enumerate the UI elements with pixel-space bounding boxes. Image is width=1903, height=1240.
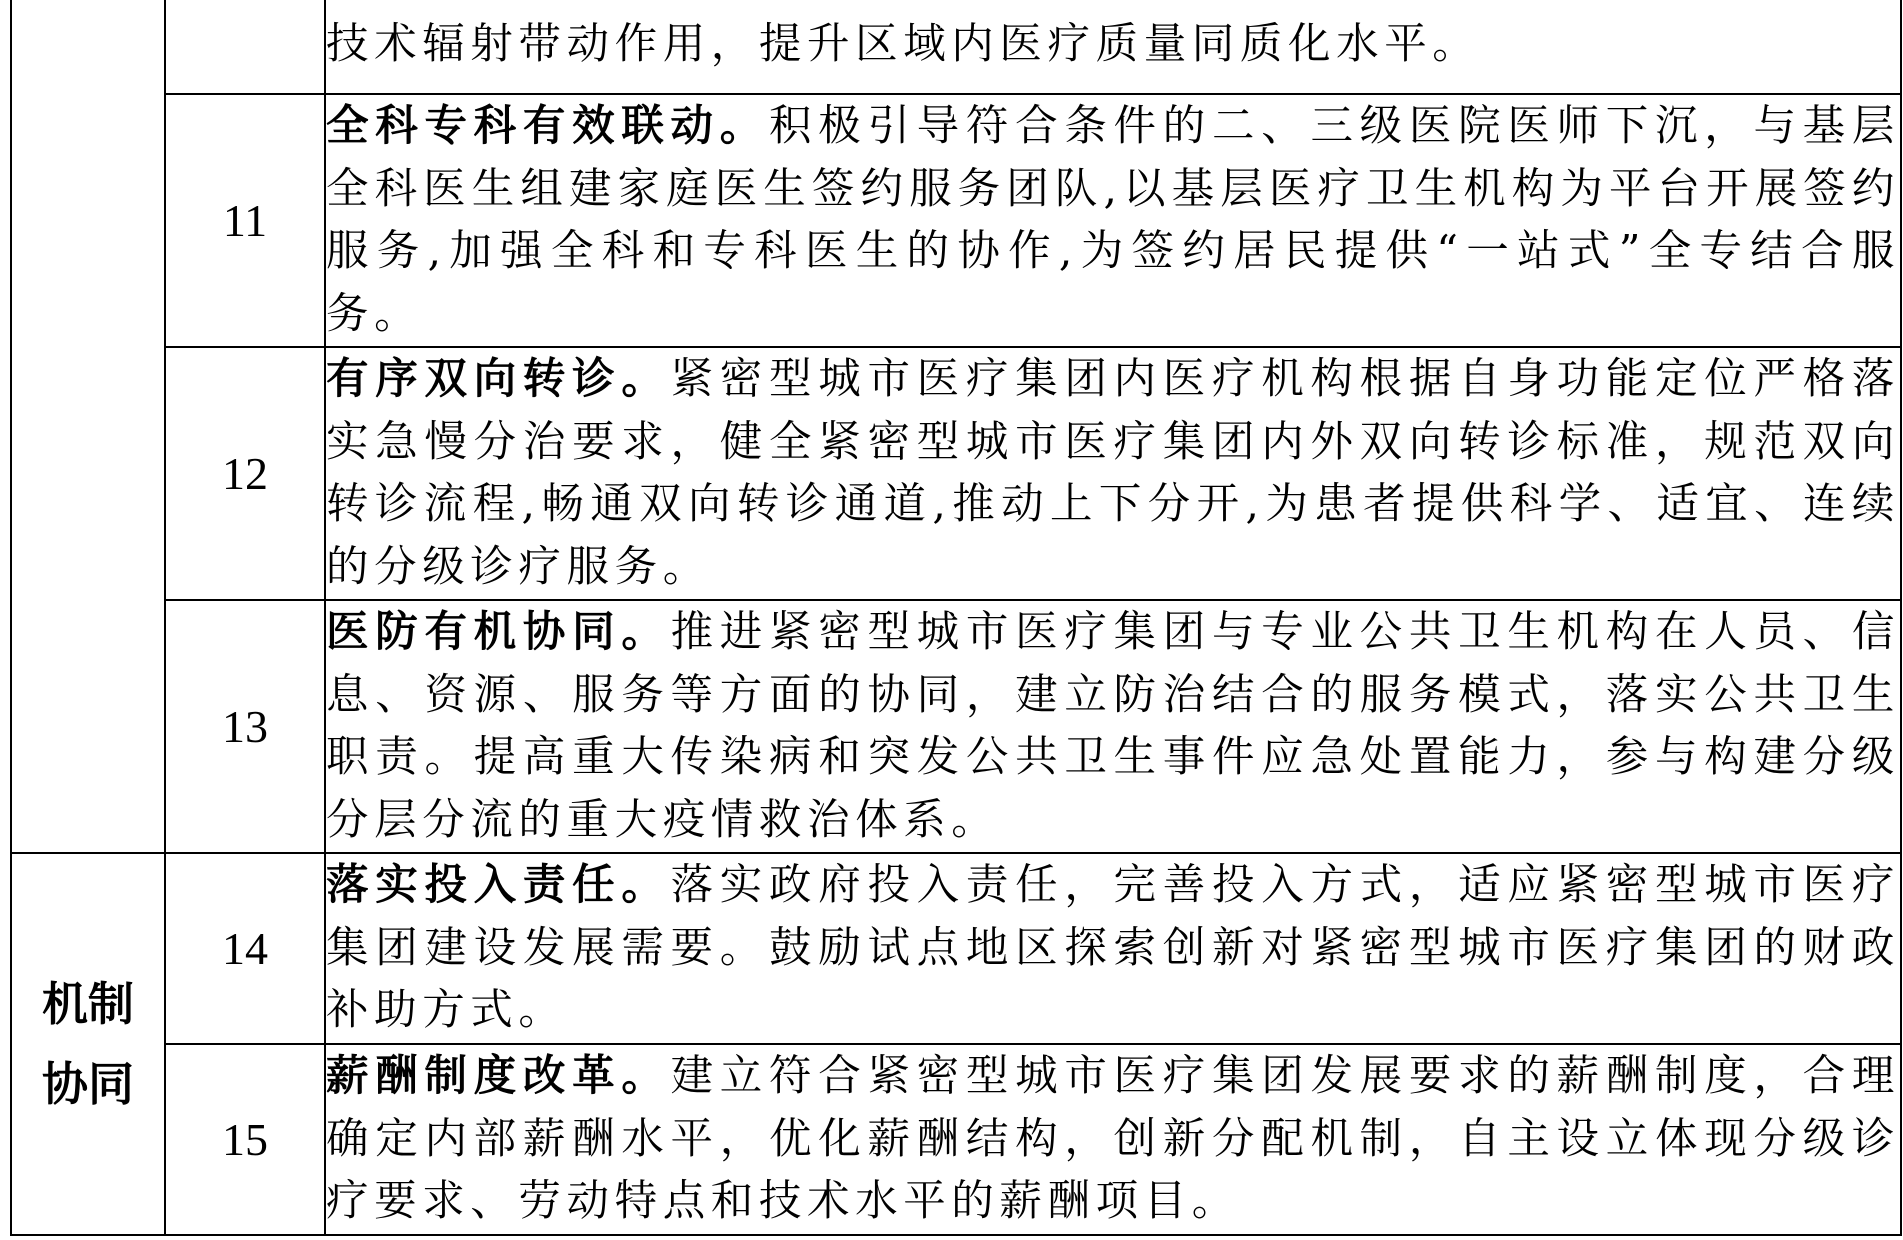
- category-label-line1: 机制: [42, 977, 134, 1031]
- description-cell: [325, 600, 1901, 853]
- row-body: 紧密型城市医疗集团内医疗机构根据自身功能定位严格落实急慢分治要求，健全紧密型城市医疗集团内外双向转诊标准，规范双向转诊流程,畅通双向转诊通道,推动上下分开,为患者提供科学、适宜、连续的分级诊疗服务。: [326, 355, 1900, 592]
- category-cell-mechanism: [11, 853, 165, 1235]
- table-row: [11, 347, 1901, 600]
- row-body: 落实政府投入责任，完善投入方式，适应紧密型城市医疗集团建设发展需要。鼓励试点地区探索创新对紧密型城市医疗集团的财政补助方式。: [326, 861, 1900, 1036]
- category-label-line2: 协同: [42, 1057, 134, 1111]
- row-number: 11: [165, 94, 325, 347]
- category-cell-previous: [11, 0, 165, 853]
- row-number: 15: [165, 1044, 325, 1235]
- row-description: [326, 348, 1900, 599]
- description-cell: [325, 0, 1901, 94]
- row-number: 13: [165, 600, 325, 853]
- row-heading: 薪酬制度改革。: [326, 1051, 671, 1102]
- table-row: [11, 94, 1901, 347]
- continuation-text: 技术辐射带动作用，提升区域内医疗质量同质化水平。: [326, 20, 1481, 70]
- policy-table: [10, 0, 1902, 1236]
- row-description: [326, 95, 1900, 346]
- row-heading: 落实投入责任。: [326, 860, 671, 911]
- row-number: 12: [165, 347, 325, 600]
- row-heading: 有序双向转诊。: [326, 354, 671, 404]
- table-row: [11, 1044, 1901, 1235]
- row-body: 建立符合紧密型城市医疗集团发展要求的薪酬制度，合理确定内部薪酬水平，优化薪酬结构，创新分配机制，自主设立体现分级诊疗要求、劳动特点和技术水平的薪酬项目。: [326, 1052, 1900, 1227]
- table-row: [11, 853, 1901, 1044]
- description-cell: [325, 1044, 1901, 1235]
- row-description: [326, 1045, 1900, 1234]
- table-row: [11, 600, 1901, 853]
- description-cell: [325, 94, 1901, 347]
- row-body: 推进紧密型城市医疗集团与专业公共卫生机构在人员、信息、资源、服务等方面的协同，建立防治结合的服务模式，落实公共卫生职责。提高重大传染病和突发公共卫生事件应急处置能力，参与构建分级分层分流的重大疫情救治体系。: [326, 608, 1900, 845]
- description-cell: [325, 853, 1901, 1044]
- row-description: [326, 601, 1900, 852]
- row-number: 14: [165, 853, 325, 1044]
- row-heading: 全科专科有效联动。: [326, 101, 769, 151]
- description-cell: [325, 347, 1901, 600]
- table-row-continuation: [11, 0, 1901, 94]
- row-heading: 医防有机协同。: [326, 607, 671, 657]
- row-description: [326, 854, 1900, 1043]
- row-number-cell-empty: [165, 0, 325, 94]
- row-body: 积极引导符合条件的二、三级医院医师下沉，与基层全科医生组建家庭医生签约服务团队,以基层医疗卫生机构为平台开展签约服务,加强全科和专科医生的协作,为签约居民提供“一站式”全专结合服务。: [326, 102, 1900, 339]
